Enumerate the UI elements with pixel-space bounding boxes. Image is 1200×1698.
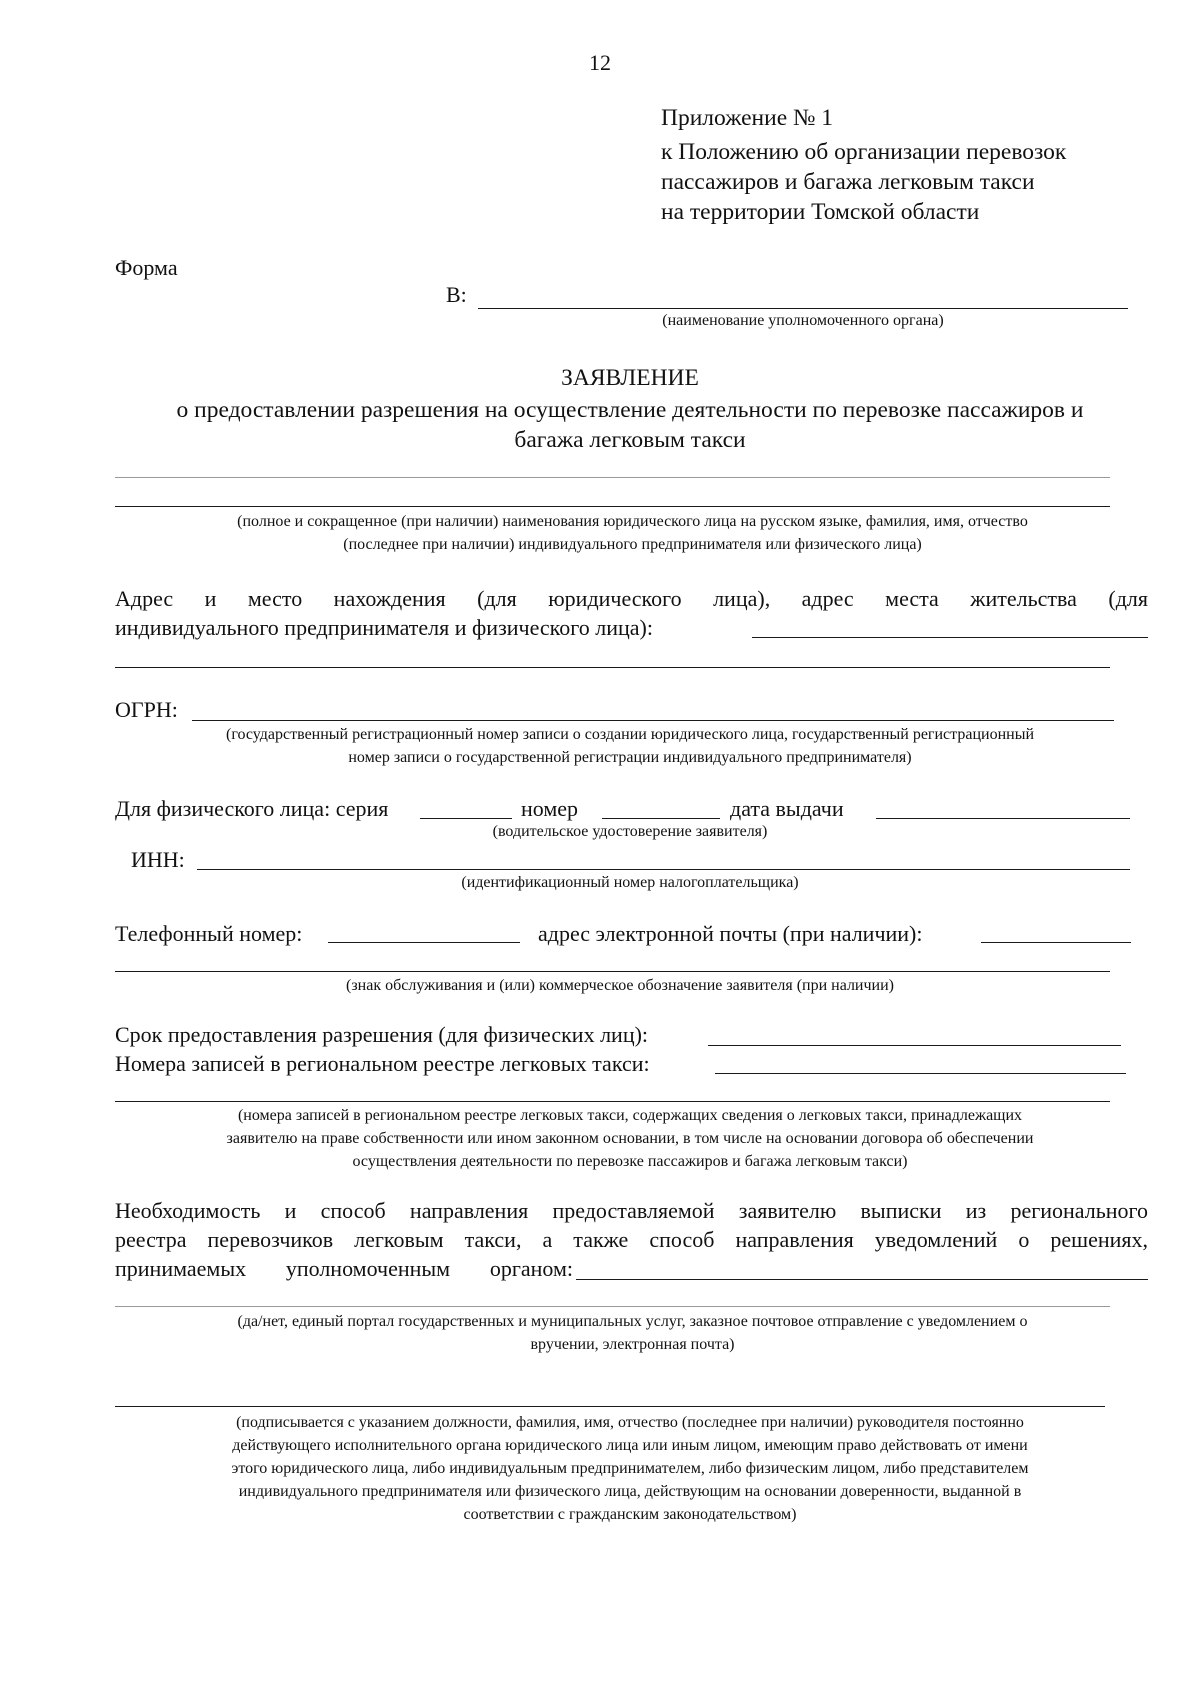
delivery-caption: (да/нет, единый портал государственных и муниципальных услуг, заказное почтовое отправление с уведомлением о [237, 1313, 1028, 1330]
inn-label: ИНН: [131, 847, 185, 872]
registry-field-1[interactable] [715, 1073, 1126, 1074]
term-label: Срок предоставления разрешения (для физических лиц): [115, 1022, 649, 1047]
signature-field[interactable] [115, 1406, 1105, 1407]
ogrn-label: ОГРН: [115, 697, 178, 722]
delivery-label: реестра перевозчиков легковым такси, а также способ направления уведомлений о решениях, [115, 1227, 1148, 1252]
license-number-field[interactable] [602, 818, 720, 819]
trademark-caption: (знак обслуживания и (или) коммерческое обозначение заявителя (при наличии) [346, 977, 894, 994]
ogrn-caption: номер записи о государственной регистрации индивидуального предпринимателя) [348, 749, 912, 766]
form-label: Форма [115, 255, 178, 280]
delivery-label: Необходимость и способ направления предоставляемой заявителю выписки из регионального [115, 1198, 1148, 1223]
delivery-field-2[interactable] [115, 1306, 1110, 1307]
address-field-2[interactable] [115, 667, 1110, 668]
license-date-label: дата выдачи [730, 796, 844, 821]
appendix-line: на территории Томской области [661, 199, 980, 225]
applicant-caption: (последнее при наличии) индивидуального предпринимателя или физического лица) [343, 536, 922, 553]
delivery-label: принимаемых уполномоченным органом: [115, 1256, 573, 1281]
address-label-cont: индивидуального предпринимателя и физического лица): [115, 615, 653, 640]
authority-caption: (наименование уполномоченного органа) [662, 312, 944, 329]
applicant-name-field-1[interactable] [115, 477, 1110, 478]
delivery-caption: вручении, электронная почта) [530, 1336, 735, 1353]
email-field[interactable] [981, 942, 1131, 943]
signature-caption: этого юридического лица, либо индивидуальным предпринимателем, либо физическим лицом, либо представителем [231, 1460, 1029, 1477]
document-title: ЗАЯВЛЕНИЕ [561, 365, 699, 391]
registry-caption: (номера записей в региональном реестре легковых такси, содержащих сведения о легковых такси, принадлежащих [237, 1107, 1023, 1124]
applicant-name-field-2[interactable] [115, 506, 1110, 507]
signature-caption: индивидуального предпринимателя или физического лица, действующим на основании доверенности, выданной в [238, 1483, 1022, 1500]
applicant-caption: (полное и сокращенное (при наличии) наименования юридического лица на русском языке, фамилия, имя, отчество [237, 513, 1028, 530]
delivery-field-1[interactable] [576, 1279, 1148, 1280]
phone-field[interactable] [328, 942, 520, 943]
inn-field[interactable] [197, 869, 1130, 870]
email-label: адрес электронной почты (при наличии): [538, 921, 923, 946]
ogrn-field[interactable] [192, 720, 1114, 721]
trademark-field[interactable] [115, 971, 1110, 972]
registry-caption: осуществления деятельности по перевозке пассажиров и багажа легковым такси) [352, 1153, 908, 1170]
appendix-line: к Положению об организации перевозок [661, 139, 1067, 165]
address-field-1[interactable] [752, 637, 1148, 638]
ogrn-caption: (государственный регистрационный номер записи о создании юридического лица, государственный регистрационный [226, 726, 1034, 743]
registry-caption: заявителю на праве собственности или ином законном основании, в том числе на основании договора об обеспечении [226, 1130, 1034, 1147]
page-number: 12 [589, 50, 611, 75]
signature-caption: соответствии с гражданским законодательством) [463, 1506, 797, 1523]
to-label: В: [446, 282, 467, 307]
license-caption: (водительское удостоверение заявителя) [492, 823, 768, 840]
term-field[interactable] [708, 1045, 1121, 1046]
document-subtitle: багажа легковым такси [514, 427, 746, 453]
registry-label: Номера записей в региональном реестре легковых такси: [115, 1051, 650, 1076]
phone-label: Телефонный номер: [115, 921, 303, 946]
signature-caption: (подписывается с указанием должности, фамилия, имя, отчество (последнее при наличии) руководителя постоянно [236, 1414, 1024, 1431]
license-number-label: номер [521, 796, 579, 821]
license-date-field[interactable] [876, 818, 1130, 819]
signature-caption: действующего исполнительного органа юридического лица или иным лицом, имеющим право действовать от имени [232, 1437, 1028, 1454]
address-label: Адрес и место нахождения (для юридического лица), адрес места жительства (для [115, 586, 1148, 611]
registry-field-2[interactable] [115, 1101, 1110, 1102]
appendix-title: Приложение № 1 [661, 105, 834, 131]
appendix-line: пассажиров и багажа легковым такси [661, 169, 1035, 195]
document-subtitle: о предоставлении разрешения на осуществление деятельности по перевозке пассажиров и [176, 397, 1084, 423]
license-series-label: Для физического лица: серия [115, 796, 389, 821]
inn-caption: (идентификационный номер налогоплательщика) [461, 874, 799, 891]
license-series-field[interactable] [420, 818, 512, 819]
